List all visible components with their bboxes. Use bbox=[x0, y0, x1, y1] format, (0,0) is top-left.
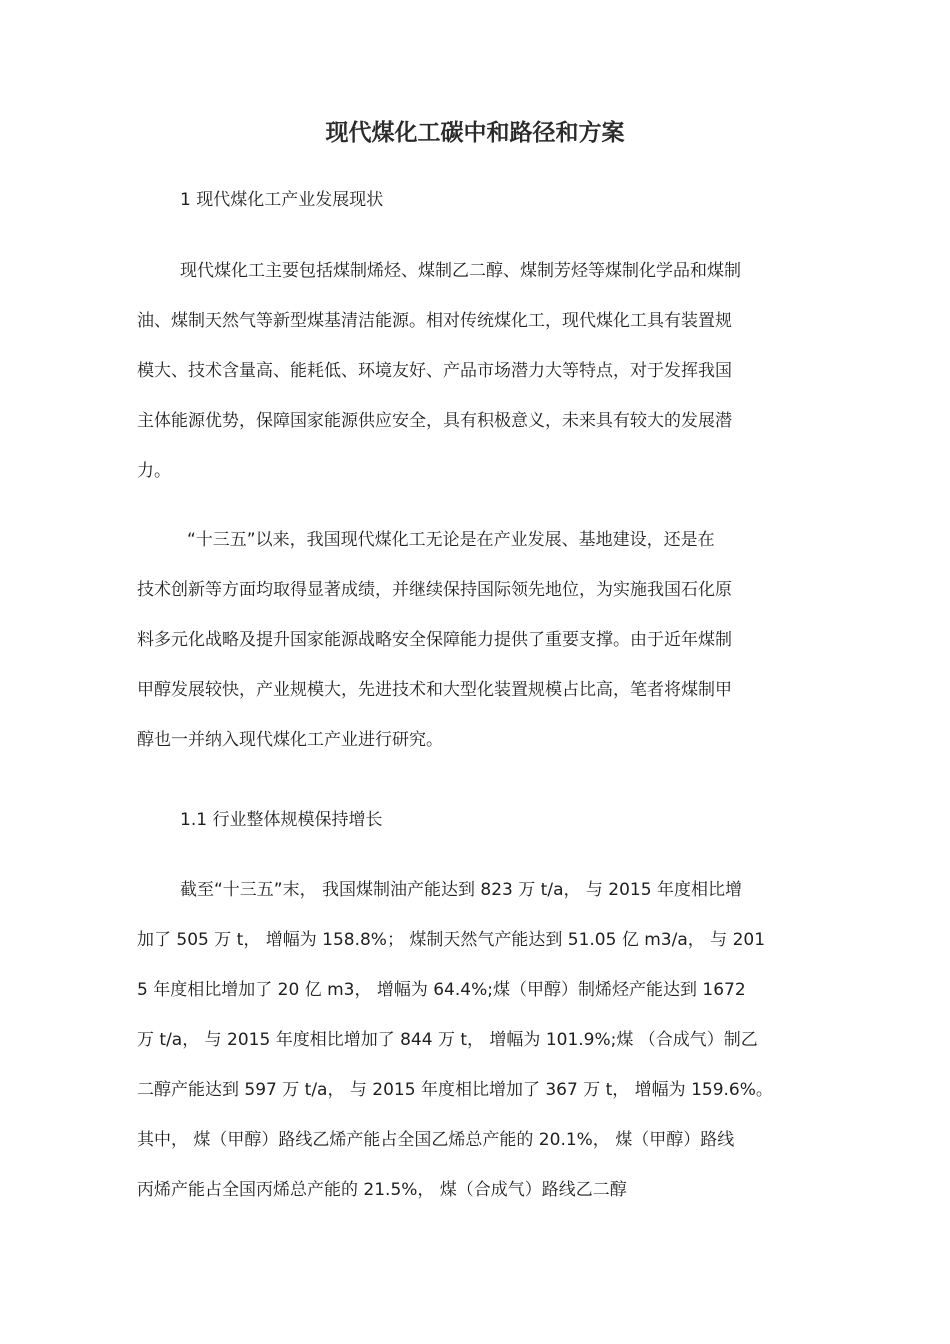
paragraph-line: 技术创新等方面均取得显著成绩，并继续保持国际领先地位，为实施我国石化原 bbox=[137, 580, 732, 600]
paragraph-line: 万 t/a， 与 2015 年度相比增加了 844 万 t， 增幅为 101.9%;煤 （合成气）制乙 bbox=[137, 1030, 758, 1050]
paragraph-line: 二醇产能达到 597 万 t/a， 与 2015 年度相比增加了 367 万 t， 增幅为 159.6%。 bbox=[137, 1080, 773, 1100]
paragraph-line: 醇也一并纳入现代煤化工产业进行研究。 bbox=[137, 730, 443, 750]
document-title: 现代煤化工碳中和路径和方案 bbox=[325, 120, 625, 146]
paragraph-line: 丙烯产能占全国丙烯总产能的 21.5%， 煤（合成气）路线乙二醇 bbox=[137, 1180, 627, 1200]
paragraph-line: 其中， 煤（甲醇）路线乙烯产能占全国乙烯总产能的 20.1%， 煤（甲醇）路线 bbox=[137, 1130, 735, 1150]
paragraph-line: 截至“十三五”末， 我国煤制油产能达到 823 万 t/a， 与 2015 年度相比增 bbox=[180, 880, 742, 900]
paragraph-line: 加了 505 万 t， 增幅为 158.8%； 煤制天然气产能达到 51.05 亿 m3/a， 与 201 bbox=[137, 930, 766, 950]
paragraph-line: 现代煤化工主要包括煤制烯烃、煤制乙二醇、煤制芳烃等煤制化学品和煤制 bbox=[180, 261, 741, 281]
paragraph-3 bbox=[137, 865, 814, 1215]
paragraph-line: 模大、技术含量高、能耗低、环境友好、产品市场潜力大等特点，对于发挥我国 bbox=[137, 361, 732, 381]
paragraph-2 bbox=[137, 515, 814, 765]
paragraph-1 bbox=[137, 246, 814, 496]
paragraph-line: 油、煤制天然气等新型煤基清洁能源。相对传统煤化工，现代煤化工具有装置规 bbox=[137, 311, 732, 331]
paragraph-line: 甲醇发展较快，产业规模大，先进技术和大型化装置规模占比高，笔者将煤制甲 bbox=[137, 680, 732, 700]
paragraph-line: 力。 bbox=[137, 461, 171, 481]
paragraph-line: 主体能源优势，保障国家能源供应安全，具有积极意义，未来具有较大的发展潜 bbox=[137, 411, 732, 431]
section-heading-1-1: 1.1 行业整体规模保持增长 bbox=[180, 810, 383, 830]
paragraph-line: 料多元化战略及提升国家能源战略安全保障能力提供了重要支撑。由于近年煤制 bbox=[137, 630, 732, 650]
section-heading-1: 1 现代煤化工产业发展现状 bbox=[180, 190, 384, 210]
paragraph-line: 5 年度相比增加了 20 亿 m3， 增幅为 64.4%;煤（甲醇）制烯烃产能达到 1672 bbox=[137, 980, 746, 1000]
paragraph-line: “十三五”以来，我国现代煤化工无论是在产业发展、基地建设，还是在 bbox=[187, 530, 715, 550]
